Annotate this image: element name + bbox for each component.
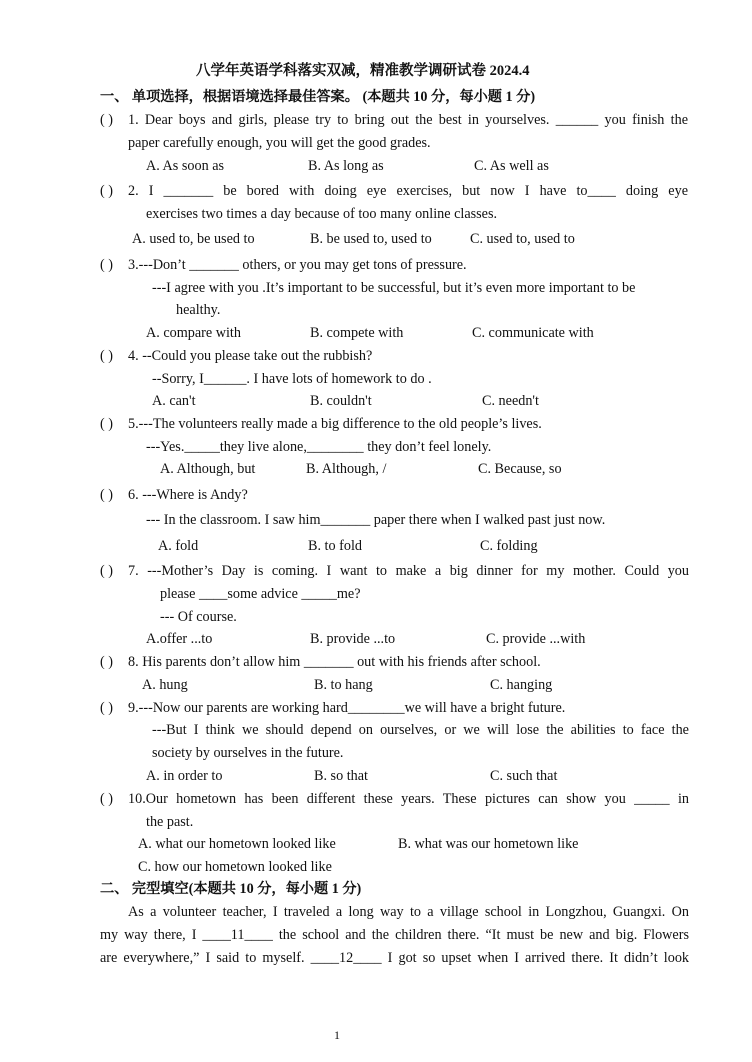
- q5-text-line1: 5.---The volunteers really made a big difference to the old people’s lives.: [128, 416, 542, 432]
- q5-option-a: A. Although, but: [160, 461, 256, 477]
- q1-text-line1: 1. Dear boys and girls, please try to bring out the best in yourselves. ______ you finish the: [128, 112, 688, 128]
- q9-option-b: B. so that: [314, 768, 368, 784]
- q7-text-line2: please ____some advice _____me?: [160, 586, 361, 602]
- q5-bracket: ( ): [100, 416, 113, 432]
- q7-option-c: C. provide ...with: [486, 631, 586, 647]
- blank-12: ____12____: [310, 950, 382, 966]
- q1-text-line2: paper carefully enough, you will get the good grades.: [128, 135, 431, 151]
- q6-text-line1: 6. ---Where is Andy?: [128, 487, 248, 503]
- q7-text-line3: --- Of course.: [160, 609, 237, 625]
- q2-option-c: C. used to, used to: [470, 231, 575, 247]
- q10-text-line1: 10.Our hometown has been different these years. These pictures can show you _____ in: [128, 791, 689, 807]
- q2-option-a: A. used to, be used to: [132, 231, 255, 247]
- section-two-heading: 二、 完型填空(本题共 10 分，每小题 1 分): [100, 881, 362, 897]
- passage-text: the school and the children there. “It must be new and big. Flowers: [272, 927, 689, 943]
- q2-bracket: ( ): [100, 183, 113, 199]
- q10-option-a: A. what our hometown looked like: [138, 836, 336, 852]
- q3-option-b: B. compete with: [310, 325, 404, 341]
- q5-text-line2: ---Yes._____they live alone,________ they don’t feel lonely.: [146, 439, 492, 455]
- passage-line1: As a volunteer teacher, I traveled a long way to a village school in Longzhou, Guangxi. On: [128, 904, 689, 920]
- q10-option-b: B. what was our hometown like: [398, 836, 579, 852]
- q10-text-line2: the past.: [146, 814, 194, 830]
- q2-text-line2: exercises two times a day because of too many online classes.: [146, 206, 498, 222]
- passage-line3: [100, 949, 689, 967]
- q5-option-c: C. Because, so: [478, 461, 562, 477]
- q6-option-b: B. to fold: [308, 538, 362, 554]
- passage-text: my way there, I: [100, 927, 203, 943]
- q6-text-line2: --- In the classroom. I saw him_______ paper there when I walked past just now.: [146, 512, 606, 528]
- q8-option-c: C. hanging: [490, 677, 553, 693]
- q4-option-c: C. needn't: [482, 393, 539, 409]
- q1-bracket: ( ): [100, 112, 113, 128]
- q3-option-a: A. compare with: [146, 325, 241, 341]
- q9-text-line3: society by ourselves in the future.: [152, 745, 344, 761]
- q7-bracket: ( ): [100, 563, 113, 579]
- blank-11: ____11____: [202, 927, 273, 943]
- q8-option-b: B. to hang: [314, 677, 373, 693]
- q3-text-line2: ---I agree with you .It’s important to be successful, but it’s even more important to be: [152, 280, 636, 296]
- q2-text-line1: 2. I _______ be bored with doing eye exercises, but now I have to____ doing eye: [128, 183, 688, 199]
- q6-option-c: C. folding: [480, 538, 538, 554]
- q8-bracket: ( ): [100, 654, 113, 670]
- q7-option-a: A.offer ...to: [146, 631, 213, 647]
- q6-option-a: A. fold: [158, 538, 199, 554]
- q1-option-c: C. As well as: [474, 158, 549, 174]
- q9-option-c: C. such that: [490, 768, 558, 784]
- q4-text-line1: 4. --Could you please take out the rubbish?: [128, 348, 373, 364]
- passage-text: are everywhere,” I said to myself.: [100, 950, 311, 966]
- q9-text-line2: ---But I think we should depend on ourselves, or we will lose the abilities to face the: [152, 722, 689, 738]
- q1-option-b: B. As long as: [308, 158, 384, 174]
- page-number: 1: [334, 1028, 340, 1042]
- q3-text-line1: 3.---Don’t _______ others, or you may get tons of pressure.: [128, 257, 467, 273]
- q3-bracket: ( ): [100, 257, 113, 273]
- q9-option-a: A. in order to: [146, 768, 223, 784]
- q1-option-a: A. As soon as: [146, 158, 225, 174]
- section-one-heading: 一、 单项选择，根据语境选择最佳答案。 (本题共 10 分，每小题 1 分): [100, 89, 536, 105]
- q5-option-b: B. Although, /: [306, 461, 387, 477]
- q8-option-a: A. hung: [142, 677, 188, 693]
- q3-option-c: C. communicate with: [472, 325, 594, 341]
- q4-option-b: B. couldn't: [310, 393, 372, 409]
- q9-text-line1: 9.---Now our parents are working hard________we will have a bright future.: [128, 700, 566, 716]
- q4-option-a: A. can't: [152, 393, 196, 409]
- q3-text-line3: healthy.: [176, 302, 221, 318]
- q9-bracket: ( ): [100, 700, 113, 716]
- q2-option-b: B. be used to, used to: [310, 231, 432, 247]
- q6-bracket: ( ): [100, 487, 113, 503]
- q8-text-line1: 8. His parents don’t allow him _______ out with his friends after school.: [128, 654, 541, 670]
- q7-text-line1: 7. ---Mother’s Day is coming. I want to make a big dinner for my mother. Could you: [128, 563, 689, 579]
- exam-title: 八学年英语学科落实双减，精准教学调研试卷 2024.4: [196, 63, 530, 79]
- passage-line2: [100, 926, 689, 944]
- q4-text-line2: --Sorry, I______. I have lots of homework to do .: [152, 371, 432, 387]
- q10-bracket: ( ): [100, 791, 113, 807]
- q4-bracket: ( ): [100, 348, 113, 364]
- q7-option-b: B. provide ...to: [310, 631, 396, 647]
- q10-option-c: C. how our hometown looked like: [138, 859, 332, 875]
- passage-text: I got so upset when I arrived there. It didn’t look: [381, 950, 690, 966]
